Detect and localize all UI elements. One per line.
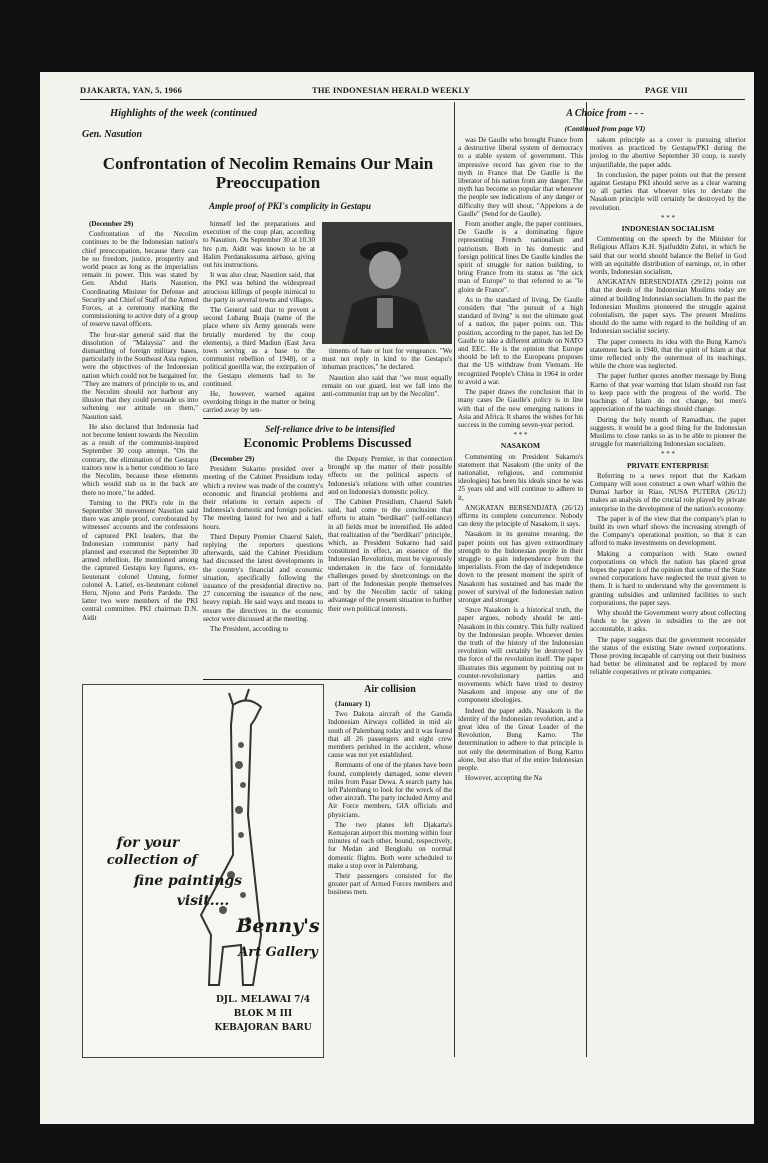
continued-note: (Continued from page VI) [564,124,646,133]
paragraph: Remnants of one of the planes have been found, completely damaged, some eleven miles from Pasar Dewa. A search party has left Palembang to look for the wreck of the other aircraft. The party included Army and Air Force members, GIA officials and physicians. [328,761,452,819]
headline-nasution: Confrontation of Necolim Remains Our Main Preoccupation [102,154,434,192]
header-rule [80,99,745,100]
paragraph: Two Dakota aircraft of the Garuda Indonesian Airways collided in mid air south of Palembang today and it was feared that all 26 passengers and eight crew members perished in the accident, whose cause was not yet established. [328,710,452,760]
paragraph: He, however, warned against overdoing things in the matter or being carried away by sen- [203,390,315,415]
paragraph: The four-star general said that the dissolution of "Malaysia" and the dismantling of foreign military bases, particularly in the Southeast Asia region, were the objectives of the Indonesian nation which could not be bargained for. "They are matters of principle to us, and the Necolim should not harbour any illusion that they could persuade us into softening our attitude on them," Nasution said. [82,330,198,421]
article-economic-col-1 [203,455,323,678]
portrait-photo-nasution [322,222,452,344]
paragraph: President Sukarno presided over a meeting of the Cabinet Presidium today which a review was made of the country's economic and financial problems and their relations to certain aspects of Indonesia's domestic and foreign policies. The meeting lasted for two and a half hours. [203,465,323,531]
column-divider [454,102,455,1057]
section-stars: * * * [513,431,528,440]
art-gallery-advertisement [82,684,324,1058]
paragraph: Their passengers consisted for the greater part of Armed Forces members and business men. [328,872,452,897]
paragraph: During the holy month of Ramadhan, the paper suggests, it would be a good thing for the Indonesian Muslims to close ranks so as to be able to pioneer the struggle for materializing Indonesian socialism. [590,415,746,449]
paragraph: Why should the Government worry about collecting funds to be given in subsidies to the are not accountable, it asks. [590,608,746,634]
page-header [80,85,744,99]
paragraph: The paper connects its idea with the Bung Karno's statement back in 1940, that the spirit of Islam at that time reflected only the outermost of its teachings, while the chore was neglected. [590,337,746,371]
article-nasution-col-3 [322,347,452,417]
kicker-economic: Self-reliance drive to be intensified [265,424,395,434]
paragraph: The Cabinet Presidium, Chaerul Saleh said, had come to the conclusion that efforts to attain "berdikari" (self-reliance) in all fields must be intensified. He added that realization of the "berdikari" principle, which, as President Sukarno had said constituted in effect, an essence of the Indonesian Revolution, must be vigorously undertaken in the face of formidable challenges posed by shortcomings on the part of the Indonesian people themselves and by the Necolim tactic of taking advantage of the present situation to further their own political interests. [328,498,452,613]
header-masthead: THE INDONESIAN HERALD WEEKLY [312,85,470,95]
paragraph: timents of hate or lust for vengeance. "We must not reply in kind to the Gestapu's inhuman practices," he declared. [322,347,452,372]
paragraph: Referring to a news report that the Karkam Company will soon construct a own wharf within the Dumai harbor in Riau, NUSA PUTERA (26/12) makes an analysis of the crucial role played by private enterprise in the development of the nation's economy. [590,471,746,513]
paragraph: Confrontation of the Necolim continues to be the Indonesian nation's chief preoccupation, because there can be no freedom, justice, prosperity and world peace as long as the imperialists remain in power. This was stated by Gen. Abdul Haris Nasution, Coordinating Minister for Defense and Security and Chief of Staff of the Armed Forces, at a ceremony marking the commissioning to active duty of a group of reserve naval officers. [82,230,198,329]
article-nasution-col-2 [203,220,315,415]
ad-line-1: for your [116,835,180,851]
dateline: (December 29) [89,220,134,228]
article-economic-col-2 [328,455,452,677]
paragraph: was De Gaulle who brought France from a destructive liberal system of democracy to a stable system of government. This impressive record has given rise to the myth in France that De Gaulle is the liberator of his nation from any danger. The myth has become so popular that whenever the people see indications of any danger or difficulty they will shout, "Appelons a de Gaulle" (Send for de Gaulle). [458,136,583,218]
paragraph: Turning to the PKI's role in the September 30 movement Nasution said there was ample proof, corroborated by witnesses' accounts and the confessions of captured PKI leaders, that the Indonesian communist party had planned and executed the September 30 armed rebellion. He mentioned among the captured Gestapu key figures, ex-lieutenant colonel Untung, former colonel A. Latief, ex-lieutenant colonel Heru, Njono and Peris Pardede. The latter two were members of the PKI central committee. PKI chairman D.N. Aidit [82,498,198,622]
paragraph: sakom principle as a cover is pursuing ulterior motives as practiced by Gestapu/PKI during the prolog to the abortive September 30 coup, is surely unjustifiable, the paper adds. [590,136,746,169]
paragraph: It was also clear, Nasution said, that the PKI was behind the widespread atrocious killings of people inimical to the party in several towns and villages. [203,271,315,304]
paragraph: The two planes left Djakarta's Kemajoran airport this morning within four minutes of each other, bound, respectively, for Medan and Bengkulu on normal domestic flights. Both were scheduled to make a stop over in Palembang. [328,820,452,870]
section-title-nasakom: NASAKOM [500,441,541,451]
newspaper-page [40,72,754,1124]
ad-line-3: fine paintings [133,873,243,889]
paragraph: Making a comparison with State owned corporations on which the nation has placed great hopes the paper is of the opinion that some of the State owned corporations have neglected the trust given to them. It is hard to understand why the government is granting subsidies and unlimited facilities to such corporations, the paper says. [590,549,746,607]
paragraph: ANGKATAN BERSENDJATA (26/12) affirms its complete concurrence. Nobody can deny the principle of Nasakom, it says. [458,503,583,529]
section-kicker-2: Gen. Nasution [82,129,143,140]
divider [203,679,452,680]
paragraph: Commenting on President Sukarno's statement that Nasakom (the unity of the nationalist, religious, and communist ideologies) has been his ideals since he was 25 years old and will continue to adhere to it, [458,452,583,502]
paragraph: Since Nasakom is a historical truth, the paper argues, nobody should be anti-Nasakom in this country. This fully realized by the Indonesian people. Whoever denies the truth of the history of the Indonesian revolution will certainly be destroyed by the force of the revolution itself. The paper illustrates this argument by pointing out to counter-revolutionary parties and movements which have tried to destroy Nasakom and impose any one of the component ideologies. [458,606,583,705]
paragraph: himself led the preparations and execution of the coup plan, according to Nasution. On September 30 at 10.30 hrs p.m. Aidit was known to be at Halim Perdanakusuma airbase, giving out his instructions. [203,220,315,270]
ad-gallery-subtitle: Art Gallery [238,945,318,960]
section-stars: * * * [661,450,675,459]
subhead-nasution: Ample proof of PKI's complicity in Gestapu [209,201,371,211]
section-title-enterprise: PRIVATE ENTERPRISE [626,460,710,470]
ad-line-4: visit.... [176,893,230,909]
dateline: (December 29) [210,455,255,463]
paragraph: The General said that to prevent a second Lubang Buaja (name of the place where six Army generals were brutally murdered by the coup elements), a third Madiun (East Java town serving as a base to the communist rebellion of 1948), or a political guerilla war, the extirpation of the Gestapu elements had to be continued. [203,306,315,388]
paragraph: He also declared that Indonesia had not become lenient towards the Necolim as a result of the communist-inspired September 30 coup attempt. "On the contrary, the elimination of the Gestapu traitors now is a better condition to face the Necolim, because these elements which would stab us in the back are there no more," he added. [82,422,198,497]
paragraph: As to the standard of living, De Gaulle considers that "the pursuit of a high standard of living" is not the ultimate goal of a nation, the paper points out. This position, according to the paper, has led De Gaulle to take a different attitude on NATO and EEC. He is the opinion that Europe should be left to the Europeans proposes that the US withdraw from Vietnam. He recognized People's China in 1964 in order to avoid a war. [458,295,583,386]
paragraph: However, accepting the Na [465,774,542,783]
header-page-number: PAGE VIII [645,85,688,95]
column-divider [586,102,587,1057]
ad-address-2: BLOK M III [233,1009,293,1019]
paragraph: ANGKATAN BERSENDJATA (29/12) points out that the deeds of the Indonesian Muslims today are aimed at building Indonesian socialism. In the past the Indonesian Muslims pioneered the struggle against colonialism, the paper says. The present Muslims should do the same with regard to the building of an Indonesian socialist society. [590,278,746,336]
paragraph: From another angle, the paper continues, De Gaulle is a dominating figure representing French nationalism and patriotism. Both in his domestic and foreign political lines De Gaulle kindles the spirit of struggle for nation building, to bring France from its status as "the sick man of Europe" to that referred to as "le gloire de France". [458,220,583,294]
headline-air-collision: Air collision [364,684,416,695]
paragraph: the Deputy Premier, in that connection brought up the matter of their possible effects on the political aspects of Indonesia's relations with other countries and on Indonesia's domestic policy. [328,455,452,496]
paragraph: The paper is of the view that the company's plan to build its own wharf shows the increasing strength of the Company's operational position, so that it can afford to make investments on development. [590,514,746,548]
paragraph: The President, according to [210,625,289,634]
ad-gallery-name: Benny's [236,915,320,937]
paragraph: Nasakom in its genuine meaning, the paper points out has given extraordinary strength to the Indonesian people in their struggle to gain independence from the imperialists. From the day of independence down to the present moment the spirit of Nasakom has sustained and has made the power of survival of the Indonesian nation stronger and stronger. [458,530,583,604]
ad-line-2: collection of [106,853,198,868]
dateline: (January 1) [335,700,371,708]
paragraph: Indeed the paper adds, Nasakom is the identity of the Indonesian revolution, and a great idea of the Great Leader of the Revolution, Bung Karno. The determination to adhere to that principle is not only the determination of Bong Karno alone, but also that of the entire Indonesian people. [458,706,583,773]
paragraph: Commenting on the speech by the Minister for Religious Affairs K.H. Sjaifuddin Zuhri, in which he said that our world should balance the Belief in God with an equitable distribution of earnings, or, in other words, Indonesian socialism, [590,235,746,277]
portrait-silhouette [322,222,452,344]
paragraph: The paper further quotes another message by Bung Karno of that year warning that Islam should run fast to keep pace with the progress of the world. The teachings of Islam do not change, but men's appreciation of the teachings should change. [590,372,746,414]
section-title-socialism: INDONESIAN SOCIALISM [621,224,715,234]
ad-address-3: KEBAJORAN BARU [214,1023,312,1033]
article-choice-col-2 [590,136,746,1056]
headline-choice: A Choice from - - - [566,108,644,119]
paragraph: The paper suggests that the government reconsider the status of the existing State owned corporations. Those proving incapable of carrying out their business had better be eliminated and be replaced by more reliable cooperatives or private companies. [590,635,746,677]
section-kicker: Highlights of the week (continued [110,108,258,119]
header-dateline: DJAKARTA, YAN, 5, 1966 [80,85,183,95]
paragraph: Nasution also said that "we must equally remain on our guard, lest we fall into the anti-communist trap set by the Necolim". [322,373,452,399]
section-stars: * * * [661,213,675,222]
headline-economic: Economic Problems Discussed [243,435,412,450]
divider [203,418,452,419]
paragraph: Third Deputy Premier Chaerul Saleh, replying the reporters questions afterwards, said the Cabinet Presidium had discussed the latest developments in the country's financial and economic situation, specifically following the issuance of the presidential directive no. 27 concerning the issuance of the new, heavy rupiah. He said ways and means to ensure the directives in the economic sector were discussed at the meeting. [203,532,323,623]
article-choice-col-1 [458,136,583,1056]
article-air-collision [328,700,452,1056]
ad-address-1: DJL. MELAWAI 7/4 [215,995,310,1005]
paragraph: The paper draws the conclusion that in many cases De Gaulle's policy is in line with that of the new emerging nations in Asia and Africa. It shares the wishes for his success in the coming seven-year period. [458,388,583,429]
paragraph: In conclusion, the paper points out that the present against Gestapu PKI should serve as a clear warning to all parties that whoever tries to deviate the Nasakom principle will certainly be destroyed by the revolution. [590,170,746,212]
